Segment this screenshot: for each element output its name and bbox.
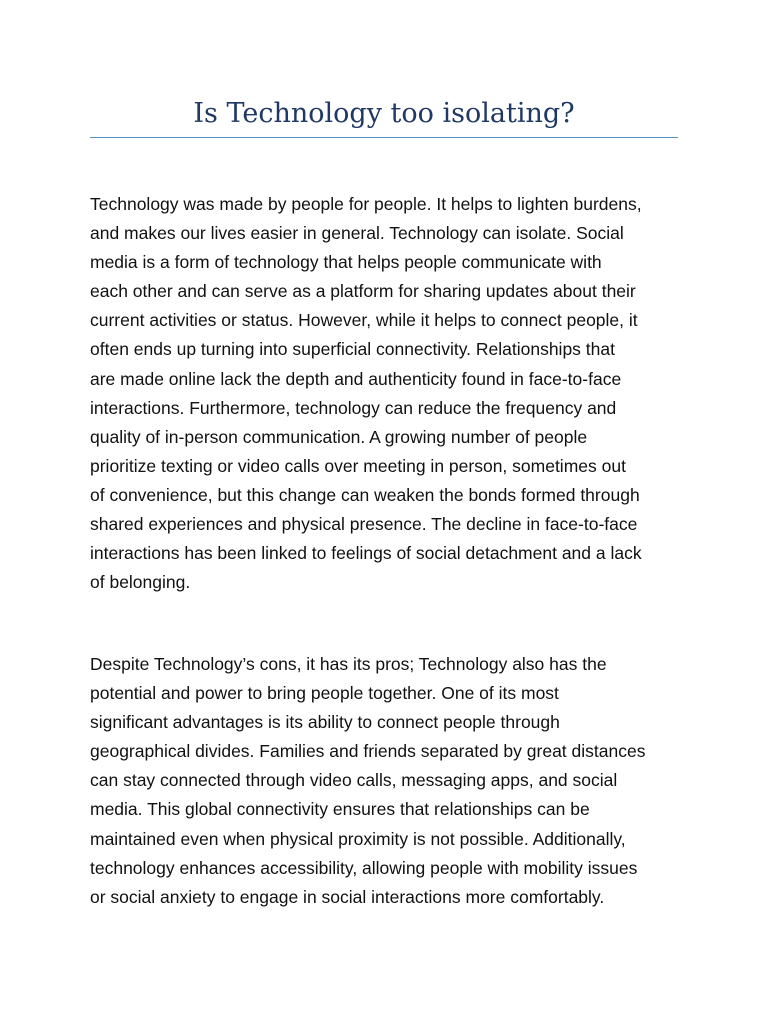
paragraph-line: or social anxiety to engage in social interactions more comfortably. bbox=[90, 886, 605, 907]
paragraph-line: often ends up turning into superficial connectivity. Relationships that bbox=[90, 339, 615, 360]
paragraph-line: interactions has been linked to feelings of social detachment and a lack bbox=[90, 543, 642, 564]
paragraph-line: Technology was made by people for people. It helps to lighten burdens, bbox=[90, 194, 642, 214]
title-underline-divider bbox=[90, 137, 678, 138]
body-paragraph-2 bbox=[90, 650, 690, 912]
paragraph-line: are made online lack the depth and authenticity found in face-to-face bbox=[90, 368, 622, 389]
paragraph-line: Despite Technology’s cons, it has its pros; Technology also has the bbox=[90, 654, 607, 674]
paragraph-line: technology enhances accessibility, allowing people with mobility issues bbox=[90, 857, 638, 878]
paragraph-line: interactions. Furthermore, technology can reduce the frequency and bbox=[90, 397, 617, 418]
body-paragraph-1 bbox=[90, 190, 690, 597]
paragraph-line: and makes our lives easier in general. Technology can isolate. Social bbox=[90, 223, 624, 244]
paragraph-line: significant advantages is its ability to connect people through bbox=[90, 712, 560, 733]
paragraph-line: each other and can serve as a platform for sharing updates about their bbox=[90, 281, 636, 302]
paragraph-line: potential and power to bring people together. One of its most bbox=[90, 683, 559, 704]
paragraph-line: prioritize texting or video calls over meeting in person, sometimes out bbox=[90, 455, 626, 476]
paragraph-line: current activities or status. However, while it helps to connect people, it bbox=[90, 310, 638, 331]
paragraph-line: maintained even when physical proximity is not possible. Additionally, bbox=[90, 828, 626, 849]
paragraph-line: shared experiences and physical presence. The decline in face-to-face bbox=[90, 514, 638, 535]
paragraph-line: quality of in-person communication. A growing number of people bbox=[90, 426, 588, 447]
paragraph-line: geographical divides. Families and friends separated by great distances bbox=[90, 741, 646, 762]
paragraph-line: of convenience, but this change can weaken the bonds formed through bbox=[90, 484, 640, 505]
paragraph-line: media. This global connectivity ensures that relationships can be bbox=[90, 799, 590, 820]
paragraph-line: of belonging. bbox=[90, 572, 191, 593]
paragraph-line: can stay connected through video calls, messaging apps, and social bbox=[90, 770, 618, 791]
document-title: Is Technology too isolating? bbox=[193, 98, 575, 129]
paragraph-line: media is a form of technology that helps people communicate with bbox=[90, 252, 602, 273]
